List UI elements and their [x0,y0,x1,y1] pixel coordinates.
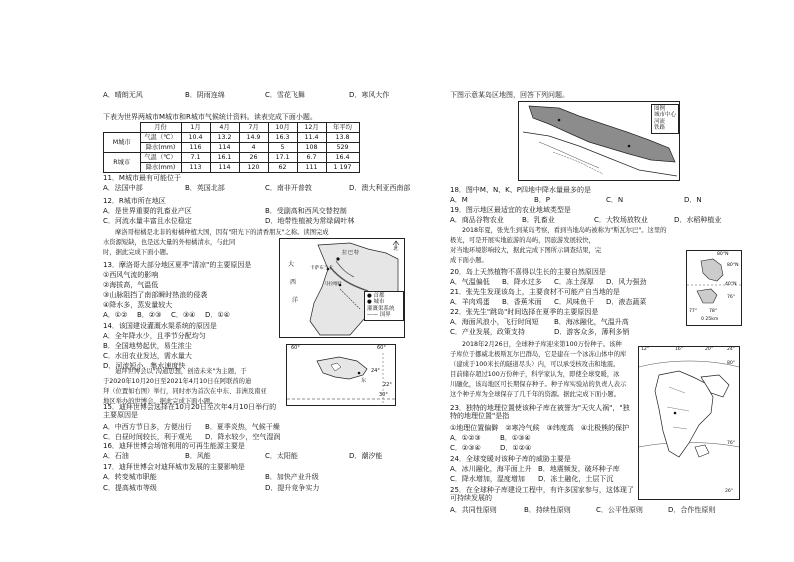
q23-option-d[interactable]: D．①②④ [500,444,532,452]
q23-option-b[interactable]: B．①③④ [500,434,531,442]
legend-item: 城市中心 [654,112,677,119]
q25-option-d[interactable]: D．合作性原则 [668,506,716,514]
map-label: 80°N [727,263,739,268]
q18-stem: 18．图中M、N、K、P四地中降水量最多的是 [450,186,591,194]
q18-option-b[interactable]: B．P [534,196,551,204]
q19-option-a[interactable]: A．商品谷物农业 [450,216,504,224]
q19-option-d[interactable]: D．水稻种植业 [674,216,722,224]
q24-option-a[interactable]: A．冰川融化，海平面上升 [450,465,532,473]
q11-option-b[interactable]: B．英国北部 [185,184,225,192]
map-label: 北 [393,246,399,252]
map-label: 26° [725,489,734,494]
q11-option-c[interactable]: C．南非开普敦 [265,184,312,192]
passage4-line: 子库位于挪威北极斯瓦尔巴群岛，它是建在一个冰冻山体中的库 [450,351,627,358]
passage2-line: 拜（位置如右图）举行，同时亦为首次在中东、非洲及南亚 [103,388,267,395]
table-cell: 6.7 [297,153,326,163]
table-cell: 11.4 [297,133,326,143]
legend-item: 图例 [654,106,666,112]
map-label: 卡萨布兰卡 [310,266,333,271]
legend-item: 灌溉渠系统 [367,305,395,312]
dubai-map [286,344,396,406]
q12-option-b[interactable]: B．受副高和西风交替控制 [265,207,347,215]
table-cell: 529 [326,143,359,153]
q24-stem: 24．全球变暖对该种子库的威胁主要是 [450,455,571,463]
q16-stem: 16．迪拜世博会场馆利用的可再生能源主要是 [103,442,245,450]
passage2-line: 于2020年10月20日至2021年4月10日在阿联酋的迪 [103,378,252,385]
map-legend [364,291,404,321]
legend-item: 河流 [654,118,666,125]
q23-stem: 23．独特的地理位置使该种子库在被誉为"天灾人祸"，"独特的地理位置"是指 [450,404,630,421]
table-row [104,153,360,163]
table-cell: 16.3 [268,133,297,143]
passage2-line: 迪拜世博会以"沟通思想，创造未来"为主题，于 [115,368,247,375]
map-label: 60° [377,345,386,351]
map-label: 12° [641,347,650,352]
q18-option-d[interactable]: D．N [684,196,702,204]
q21-option-b[interactable]: B．香蕉米面 [502,298,542,306]
q25-option-c[interactable]: C．公平性原则 [596,506,643,514]
table-header-cell: 7月 [239,123,268,133]
q16-option-c[interactable]: C．太阳能 [265,452,298,460]
table-cell: M城市 [104,133,141,153]
q20-stem: 20．岛上天然植物不喜得以生长的主要自然原因是 [450,268,606,276]
table-cell: 108 [297,143,326,153]
map-label: 东 [361,378,367,384]
q13-stem: 13．摩洛哥大部分地区夏季"清凉"的主要原因是 [103,261,252,269]
q19-option-b[interactable]: B．乳畜业 [522,216,555,224]
q19-option-c[interactable]: C．大牧场放牧业 [594,216,648,224]
q21-stem: 21．张先生发现该岛上，主要食材不可能产自当地的是 [450,288,620,296]
q13-option-a[interactable]: A．①② [103,311,128,319]
q24-option-c[interactable]: C．降水增加，湿度增加 [450,475,525,483]
q17-option-c[interactable]: C．提高城市等级 [103,484,157,492]
table-cell: 降水(mm) [140,143,181,153]
island-map [518,101,680,181]
q25-stem: 25．在全球种子库建设工程中，有许多国家参与，这体现了可持续发展的 [450,486,634,503]
table-intro: 下表为世界两城市M城市和R城市气候统计资料。读表完成下面小题。 [103,113,317,121]
q14-option-a[interactable]: A．全年降水少，且季节分配均匀 [103,332,206,340]
q22-option-c[interactable]: C．产业发展，政策支持 [450,328,525,336]
passage2-line: 地区举办的世博会。据此完成下面小题。 [103,398,217,405]
table-cell: 116 [181,143,210,153]
table-cell: 17.1 [268,153,297,163]
q14-option-d[interactable]: D．河流短小，集水速度快 [103,362,186,370]
table-header-cell: 1月 [181,123,210,133]
q13-item: ①西风气流的影响 [103,271,159,279]
q13-option-b[interactable]: B．②③ [137,311,162,319]
map-label: 24° [371,368,380,374]
q17-option-d[interactable]: D．提升竞争实力 [265,484,320,492]
table-header-cell: 年平均 [326,123,359,133]
map-label: 16° [675,347,684,352]
q18-option-c[interactable]: C．N [606,196,624,204]
map-label: 大 [288,261,295,268]
q25-option-a[interactable]: A．共同性原则 [450,506,497,514]
q15-option-d[interactable]: D．降水较少，空气湿润 [205,433,281,441]
table-header-cell: 4月 [210,123,239,133]
q24-option-b[interactable]: B．地震频发，破坏种子库 [538,465,620,473]
passage4-line: 川融化，该岛地区可长期保存种子。种子库实验站的负责人表示 [450,381,627,388]
q13-item: ③山脉阻挡了南部瞬时热浪的侵袭 [103,291,208,299]
q10-option-c[interactable]: C．雪花飞舞 [265,91,305,99]
svalbard-large-map [638,346,740,500]
q15-option-c[interactable]: C．白昼时间较长，利于观光 [103,433,192,441]
q15-option-a[interactable]: A．中西方节日多，方便出行 [103,423,192,431]
q20-option-a[interactable]: A．气温偏低 [450,278,490,286]
q11-option-a[interactable]: A．法国中部 [103,184,143,192]
q13-option-d[interactable]: D．①④ [205,311,230,319]
legend-item: —— 国界 [367,312,391,319]
q20-option-b[interactable]: B．降水过多 [502,278,542,286]
table-cell: 113 [181,163,210,173]
q21-option-c[interactable]: C．风味鱼干 [554,298,594,306]
table-header-row [104,123,360,133]
passage4-line: （建成于100米长的隧道尽头）内，可以承受核攻击和地震。 [450,361,620,368]
map-label: 78° [709,309,718,314]
q12-option-a[interactable]: A．是世界重要的乳畜业产区 [103,207,192,215]
q14-option-b[interactable]: B．全国地势起伏，易生浓尘 [103,342,192,350]
map-label: 拉 [342,250,348,256]
q25-option-b[interactable]: B．持续性原则 [524,506,571,514]
q12-option-c[interactable]: C．河流水量丰富且水位稳定 [103,217,192,225]
q17-option-a[interactable]: A．转变城市职能 [103,473,157,481]
q22-option-a[interactable]: A．海面风浪小，飞行时间短 [450,318,539,326]
map-label: 80°N [717,252,729,257]
q13-item: ④降水多，蒸发量较大 [103,301,173,309]
passage4-line: 这个种子库为全球保存了几千年的资源。据此完成下面小题。 [450,391,621,398]
q22-option-d[interactable]: D．游客众多，薄利多销 [554,328,630,336]
legend-item: 铁路 [654,125,666,132]
q10-option-a[interactable]: A．晴朗无风 [103,91,143,99]
table-header-cell: 10月 [268,123,297,133]
q10-options [103,91,429,99]
table-row [104,133,360,143]
table-cell: 16.1 [210,153,239,163]
legend-item: ● 城市 [367,299,385,306]
passage3-line: 极光，可是开展实地旅游的岛屿，因旅游发展较快， [450,237,595,244]
q18-option-a[interactable]: A．M [450,196,468,204]
table-cell: 14.9 [239,133,268,143]
q20-option-c[interactable]: C．冻土深厚 [554,278,594,286]
table-cell: 111 [297,163,326,173]
map-label: 60° [291,345,300,351]
q17-stem: 17．迪拜世博会对迪拜城市发展的主要影响是 [103,463,245,471]
map-label: 30° [379,392,388,398]
table-row [104,143,360,153]
table-cell: 降水(mm) [140,163,181,173]
q11-option-d[interactable]: D．澳大利亚西南部 [349,184,411,192]
q15-option-b[interactable]: B．夏季炎热，气候干燥 [205,423,280,431]
table-cell: 120 [239,163,268,173]
q12-option-d[interactable]: D．地带性植被为常绿阔叶林 [265,217,355,225]
island-map-legend [651,104,679,134]
q21-option-a[interactable]: A．羊肉鸡蛋 [450,298,490,306]
morocco-map [279,238,405,338]
q21-option-d[interactable]: D．液态蔬菜 [606,298,647,306]
q23-option-a[interactable]: A．①②③ [450,434,481,442]
map3-intro: 下图示意某岛区地图，回答下列问题。 [450,91,569,99]
q19-stem: 19．图示地区最适宜的农业地域类型是 [450,206,571,214]
table-cell: 114 [210,163,239,173]
table-row [104,163,360,173]
q13-options [103,311,239,319]
q19-options [450,216,734,224]
q13-item: ②海拔高，气温低 [103,281,159,289]
q16-option-d[interactable]: D．潮汐能 [349,452,383,460]
q18-options [450,196,724,204]
table-cell: 26 [239,153,268,163]
q10-option-d[interactable]: D．寒风大作 [349,91,390,99]
map-label: 77° [689,309,698,314]
table-cell: 114 [210,143,239,153]
q16-option-a[interactable]: A．石油 [103,452,129,460]
q12-stem: 12．R城市所在地区 [103,197,166,205]
map-label: 西 [290,279,297,286]
q24-option-d[interactable]: D．冻土融化，土层下沉 [538,475,614,483]
map-label: 40°N [725,282,737,287]
q17-option-b[interactable]: B．加快产业升级 [265,473,319,481]
passage3-line: 2018年夏，张先生到某岛考察，看到当地岛屿被称为"斯瓦尔巴"。这里的 [462,227,667,234]
table-cell: 13.2 [210,133,239,143]
q11-options [103,184,433,192]
table-cell: 4 [239,143,268,153]
passage1-line: 摩洛哥柑橘是北非的柑橘种植大国，因有"阳光下的清香朋友"之称。读图完成 [115,229,329,236]
table-cell: 10.4 [181,133,210,143]
passage3-line: 对当地环境影响较大，据此完成下图所示调查结果，完 [450,247,602,254]
map-label: 24° [727,347,736,352]
q25-options [450,506,734,514]
passage1-line: 时，据此完成下面小题。 [103,249,173,256]
svalbard-large-map-graphic [639,347,739,499]
q11-stem: 11．M城市最有可能位于 [103,174,181,182]
table-cell: 5 [268,143,297,153]
map-label: 马拉喀什 [324,282,343,287]
map-label: 22° [383,382,392,388]
map-label: 洋 [292,297,299,304]
q22-stem: 22．张先生"跳岛"时间选择在夏季的主要原因是 [450,308,599,316]
map-label: 20° [705,347,714,352]
q10-option-b[interactable]: B．阴雨连绵 [185,91,225,99]
map-label: 特 [354,250,360,256]
map-label: 80° [727,361,736,366]
map-label: 巴 [348,250,354,256]
passage3-line: 成下面小题。 [450,257,488,264]
passage4-line: 2018年2月26日，全球种子库迎来第100万份种子。该种 [462,341,622,348]
climate-table [103,122,360,173]
q14-option-c[interactable]: C．水田农业发达，需水量大 [103,352,192,360]
map-label: 76° [727,295,736,300]
table-cell: 16.4 [326,153,359,163]
legend-item: ● 首都 [367,293,385,299]
q16-options [103,452,419,460]
map-label: 76° [727,441,736,446]
svalbard-small-map [686,250,742,326]
q23-items: ①地理位置偏僻 ②寒冷气候 ③纬度高 ④北极熊的保护 [450,424,630,432]
table-cell: 13.8 [326,133,359,143]
passage4-line: 目前储存超过100万份种子，科学家认为，即使全球变暖，冰 [450,371,620,378]
map-label: 0 25km [701,317,719,322]
q23-option-c[interactable]: C．②③④ [450,444,481,452]
table-header-cell: 12月 [297,123,326,133]
q13-option-c[interactable]: C．③④ [171,311,196,319]
q16-option-b[interactable]: B．风能 [185,452,211,460]
table-cell: 气温（℃） [140,153,181,163]
table-cell: 62 [268,163,297,173]
q22-option-b[interactable]: B．海冰融化，气温升高 [554,318,629,326]
table-cell: 1 197 [326,163,359,173]
table-cell: R城市 [104,153,141,173]
passage1-line: 水资源短缺，也是远大量的外柑橘清水，与此同 [103,239,236,246]
q14-stem: 14．该国建设灌溉水渠系统的原因是 [103,322,217,330]
q20-option-d[interactable]: D．风力强劲 [606,278,647,286]
table-cell: 气温（℃） [140,133,181,143]
q15-stem: 15．迪拜世博会选择在10月20日至次年4月10日举行的主要原因是 [103,403,277,420]
table-header-cell: 月份 [140,123,181,133]
table-cell: 7.1 [181,153,210,163]
